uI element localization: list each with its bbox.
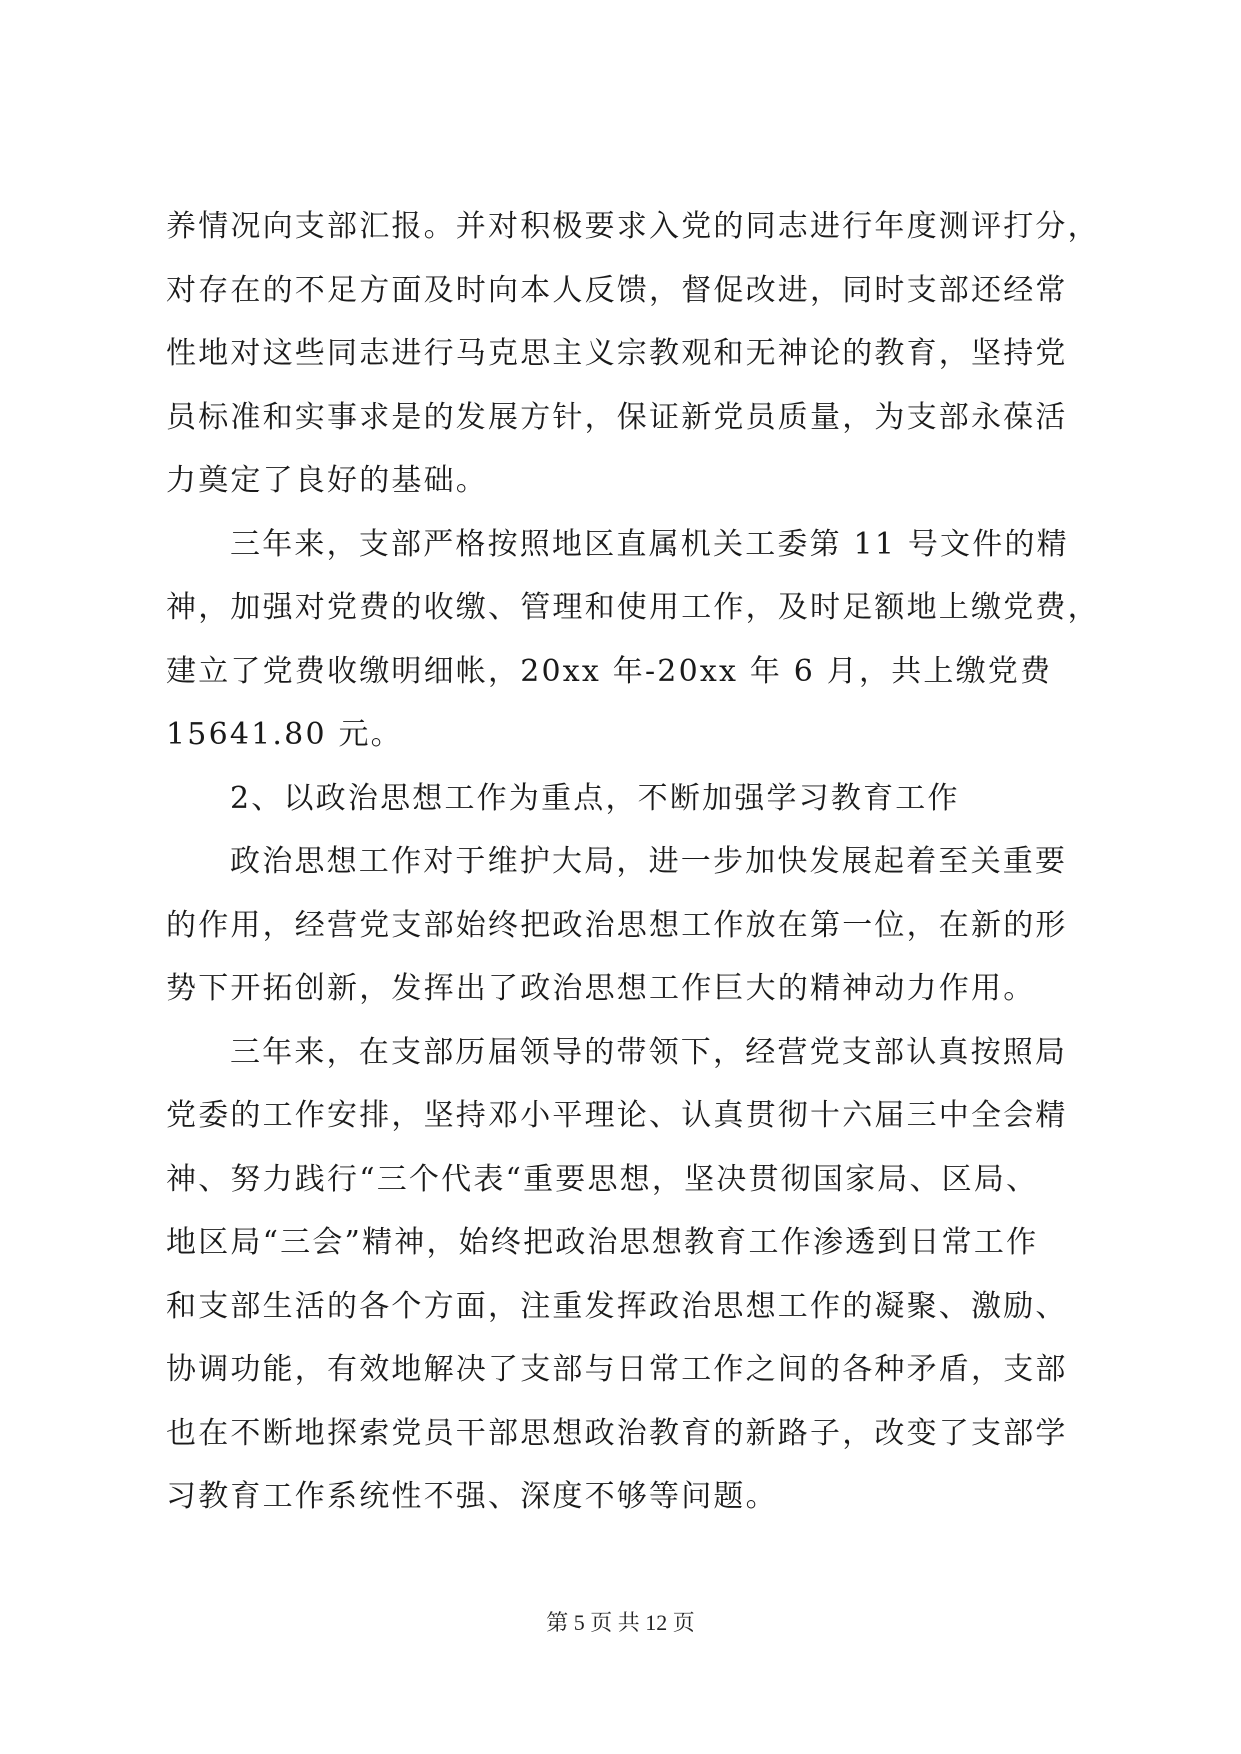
text-line: 也在不断地探索党员干部思想政治教育的新路子，改变了支部学 — [166, 1415, 1068, 1451]
section-heading: 2、以政治思想工作为重点，不断加强学习教育工作 — [230, 780, 960, 816]
text-line: 员标准和实事求是的发展方针，保证新党员质量，为支部永葆活 — [166, 399, 1068, 435]
text-line: 地区局“三会”精神，始终把政治思想教育工作渗透到日常工作 — [166, 1225, 1039, 1260]
text-line: 建立了党费收缴明细帐，20xx 年-20xx 年 6 月，共上缴党费 — [166, 653, 1053, 689]
text-line: 性地对这些同志进行马克思主义宗教观和无神论的教育，坚持党 — [166, 336, 1068, 371]
paragraph-start-line: 政治思想工作对于维护大局，进一步加快发展起着至关重要 — [230, 844, 1068, 879]
text-line: 对存在的不足方面及时向本人反馈，督促改进，同时支部还经常 — [166, 272, 1068, 308]
paragraph-start-line: 三年来，在支部历届领导的带领下，经营党支部认真按照局 — [230, 1034, 1068, 1070]
text-line: 协调功能，有效地解决了支部与日常工作之间的各种矛盾，支部 — [166, 1352, 1068, 1387]
text-line: 养情况向支部汇报。并对积极要求入党的同志进行年度测评打分， — [166, 209, 1100, 244]
text-line: 15641.80 元。 — [166, 717, 403, 752]
text-line: 的作用，经营党支部始终把政治思想工作放在第一位，在新的形 — [166, 907, 1068, 943]
document-body — [166, 195, 1100, 1529]
text-line: 神，加强对党费的收缴、管理和使用工作，及时足额地上缴党费， — [166, 590, 1100, 625]
text-line: 党委的工作安排，坚持邓小平理论、认真贯彻十六届三中全会精 — [166, 1098, 1068, 1133]
page-number-footer: 第 5 页 共 12 页 — [546, 1610, 695, 1635]
text-line: 势下开拓创新，发挥出了政治思想工作巨大的精神动力作用。 — [166, 971, 1036, 1006]
paragraph-start-line: 三年来，支部严格按照地区直属机关工委第 11 号文件的精 — [230, 526, 1069, 562]
text-line: 习教育工作系统性不强、深度不够等问题。 — [166, 1479, 778, 1514]
text-line: 和支部生活的各个方面，注重发挥政治思想工作的凝聚、激励、 — [166, 1288, 1068, 1324]
text-line: 神、努力践行“三个代表“重要思想，坚决贯彻国家局、区局、 — [166, 1161, 1039, 1197]
text-line: 力奠定了良好的基础。 — [166, 463, 488, 498]
